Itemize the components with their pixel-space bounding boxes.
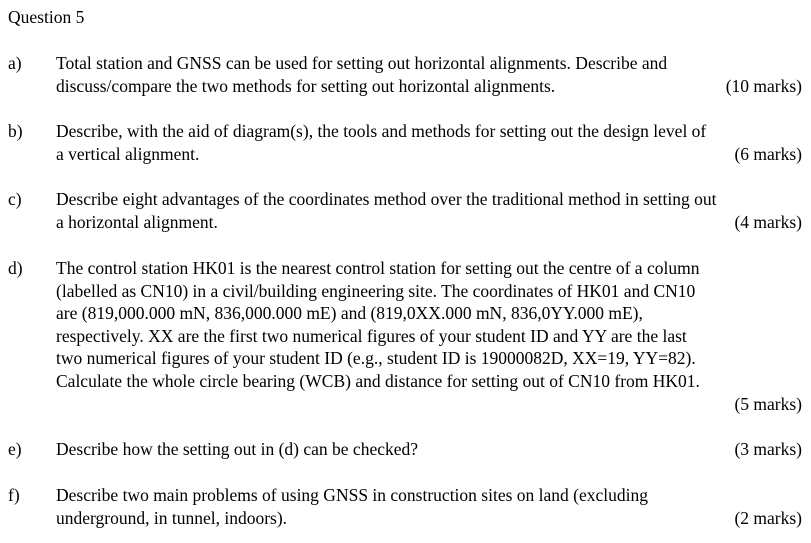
text-line: a vertical alignment. bbox=[56, 143, 200, 164]
text-line: Describe two main problems of using GNSS in construction sites on land (excluding bbox=[56, 485, 649, 505]
marks-label: (3 marks) bbox=[734, 439, 802, 459]
question-title: Question 5 bbox=[8, 7, 85, 27]
text-line: discuss/compare the two methods for setting out horizontal alignments. bbox=[56, 75, 556, 96]
text-line: a horizontal alignment. bbox=[56, 211, 218, 232]
part-label: d) bbox=[8, 258, 23, 278]
part-text bbox=[56, 52, 802, 97]
marks-label: (10 marks) bbox=[725, 75, 802, 96]
text-line: two numerical figures of your student ID (e.g., student ID is 19000082D, XX=19, YY=82). bbox=[56, 348, 696, 369]
text-line: are (819,000.000 mN, 836,000.000 mE) and (819,0XX.000 mN, 836,0YY.000 mE), bbox=[56, 303, 643, 324]
text-line: Calculate the whole circle bearing (WCB) and distance for setting out of CN10 from HK01. bbox=[56, 370, 700, 391]
text-line: underground, in tunnel, indoors). bbox=[56, 507, 288, 528]
part-text bbox=[56, 257, 802, 393]
marks-label: (5 marks) bbox=[734, 393, 802, 414]
part-label: c) bbox=[8, 189, 22, 209]
text-line: Describe, with the aid of diagram(s), the tools and methods for setting out the design level of bbox=[56, 121, 707, 141]
text-line: (labelled as CN10) in a civil/building engineering site. The coordinates of HK01 and CN10 bbox=[56, 280, 696, 301]
part-text bbox=[56, 120, 802, 165]
part-text bbox=[56, 438, 802, 461]
text-line: Describe how the setting out in (d) can be checked? bbox=[56, 439, 419, 459]
part-label: b) bbox=[8, 121, 23, 141]
part-text bbox=[56, 484, 802, 529]
marks-label: (2 marks) bbox=[734, 507, 802, 528]
text-line: respectively. XX are the first two numerical figures of your student ID and YY are the last bbox=[56, 325, 687, 346]
marks-label: (4 marks) bbox=[734, 211, 802, 232]
text-line: The control station HK01 is the nearest control station for setting out the centre of a column bbox=[56, 258, 700, 278]
text-line: Describe eight advantages of the coordinates method over the traditional method in setting out bbox=[56, 189, 717, 209]
part-label: e) bbox=[8, 439, 22, 459]
marks-label: (6 marks) bbox=[734, 143, 802, 164]
part-text bbox=[56, 188, 802, 233]
part-label: f) bbox=[8, 485, 20, 505]
text-line: Total station and GNSS can be used for setting out horizontal alignments. Describe and bbox=[56, 53, 668, 73]
part-label: a) bbox=[8, 53, 22, 73]
